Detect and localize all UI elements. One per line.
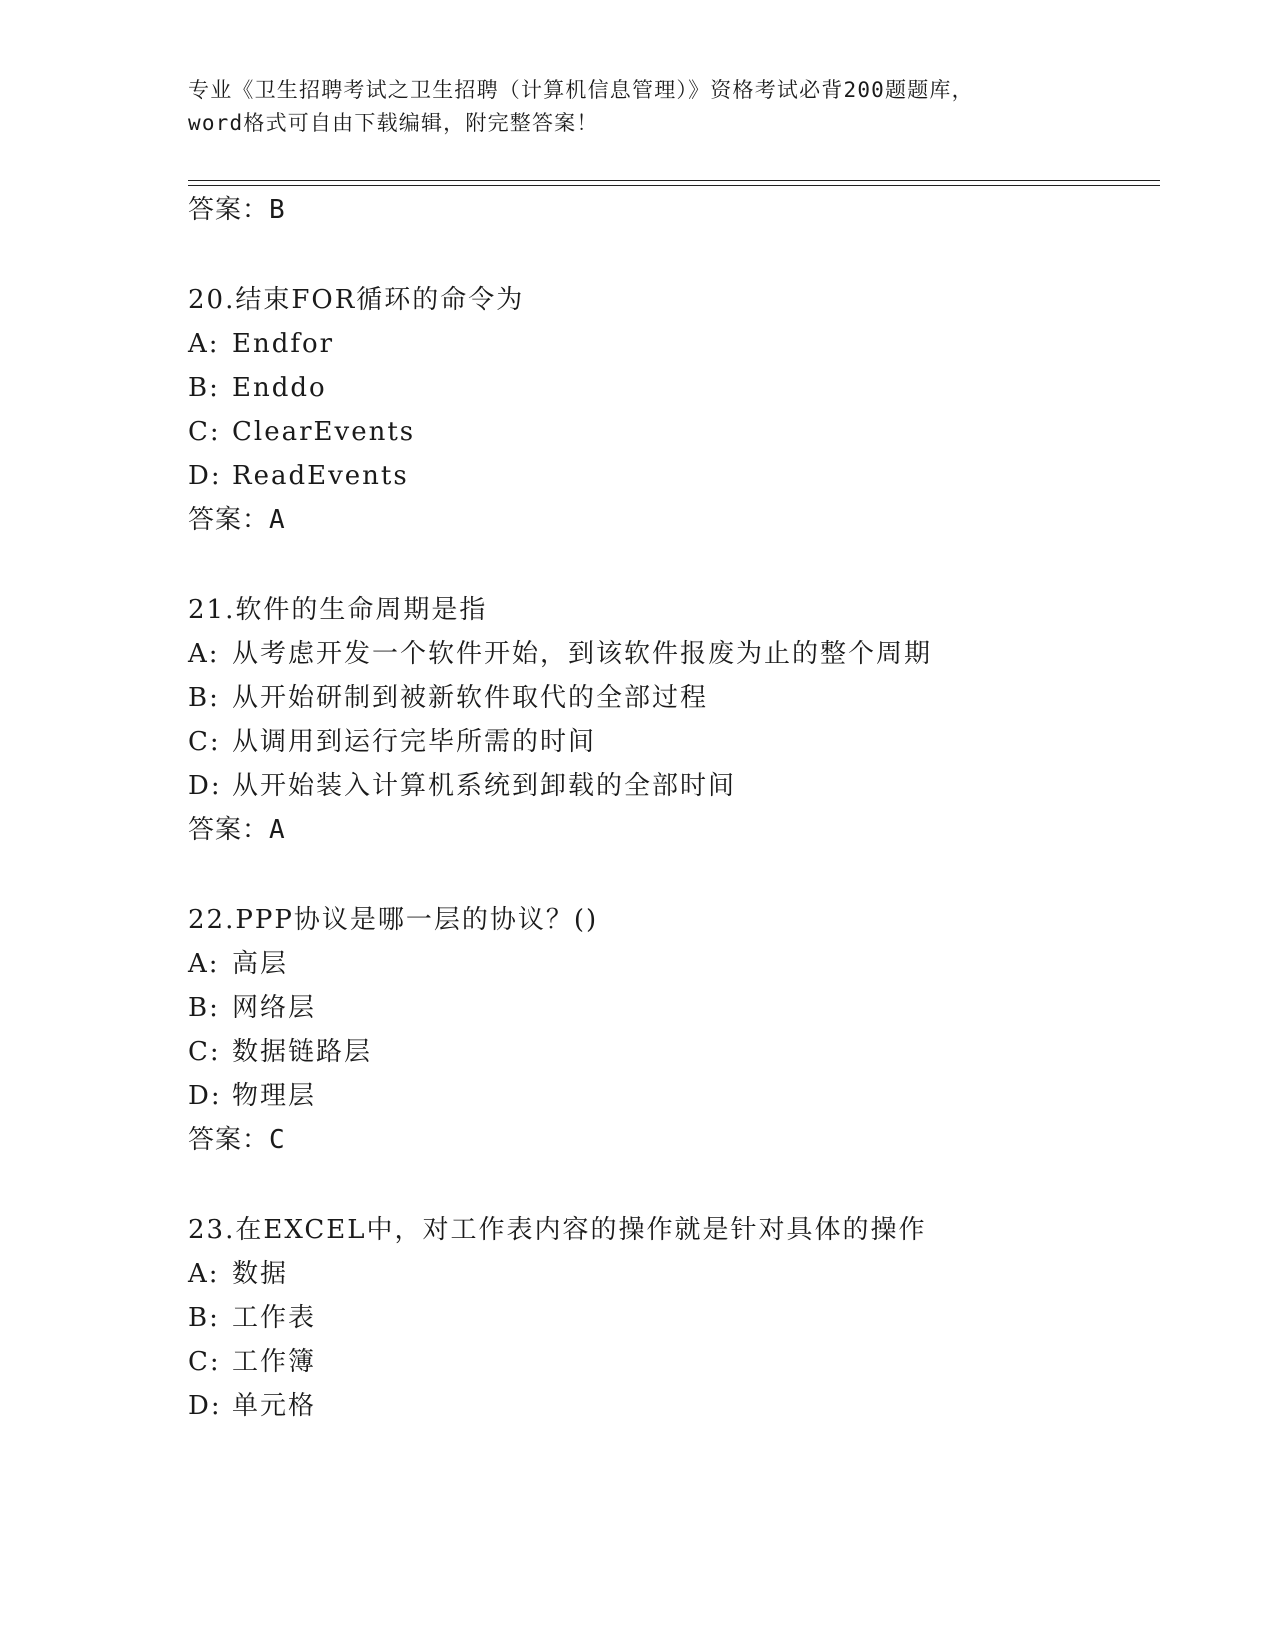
option-text: 物理层 xyxy=(232,1081,317,1111)
option-text: 从调用到运行完毕所需的时间 xyxy=(232,727,597,757)
document-header xyxy=(188,74,1088,140)
header-rule-bottom xyxy=(188,185,1160,186)
option-text: 高层 xyxy=(232,949,289,979)
question-title: 20.结束FOR循环的命令为 xyxy=(188,285,525,315)
header-line-1: 专业《卫生招聘考试之卫生招聘（计算机信息管理）》资格考试必背200题题库， xyxy=(188,78,974,102)
option-text: 从开始装入计算机系统到卸载的全部时间 xyxy=(232,771,737,801)
option-b xyxy=(188,1302,316,1334)
option-key: A: xyxy=(188,329,220,359)
option-text: 网络层 xyxy=(232,993,317,1023)
answer-line: 答案：A xyxy=(188,505,286,535)
option-text: ClearEvents xyxy=(232,417,416,447)
previous-answer: 答案：B xyxy=(188,195,286,225)
option-text: 工作表 xyxy=(232,1303,317,1333)
option-a xyxy=(188,638,932,670)
option-text: 单元格 xyxy=(232,1391,317,1421)
option-d xyxy=(188,770,736,802)
answer-line: 答案：C xyxy=(188,1125,286,1155)
option-key: A: xyxy=(188,949,220,979)
option-text: ReadEvents xyxy=(232,461,409,491)
option-text: 从开始研制到被新软件取代的全部过程 xyxy=(232,683,709,713)
option-text: Enddo xyxy=(232,373,327,403)
option-c xyxy=(188,416,415,448)
option-d xyxy=(188,1390,316,1422)
option-key: D: xyxy=(188,1391,222,1421)
question-title: 21.软件的生命周期是指 xyxy=(188,595,488,625)
option-a xyxy=(188,948,288,980)
option-key: B: xyxy=(188,373,220,403)
option-a xyxy=(188,1258,288,1290)
option-key: C: xyxy=(188,1037,221,1067)
option-key: B: xyxy=(188,1303,220,1333)
option-key: B: xyxy=(188,993,220,1023)
option-text: 数据链路层 xyxy=(232,1037,373,1067)
option-key: A: xyxy=(188,639,220,669)
option-key: D: xyxy=(188,461,222,491)
answer-line: 答案：A xyxy=(188,815,286,845)
option-key: D: xyxy=(188,771,222,801)
option-key: B: xyxy=(188,683,220,713)
option-key: C: xyxy=(188,1347,221,1377)
option-c xyxy=(188,1346,316,1378)
header-rule-top xyxy=(188,180,1160,181)
option-text: 数据 xyxy=(232,1259,289,1289)
header-line-2: word格式可自由下载编辑，附完整答案！ xyxy=(188,111,599,135)
option-c xyxy=(188,726,596,758)
option-key: C: xyxy=(188,417,221,447)
option-a xyxy=(188,328,334,360)
option-key: C: xyxy=(188,727,221,757)
option-b xyxy=(188,372,327,404)
option-key: A: xyxy=(188,1259,220,1289)
question-title: 23.在EXCEL中，对工作表内容的操作就是针对具体的操作 xyxy=(188,1215,927,1245)
option-c xyxy=(188,1036,372,1068)
option-d xyxy=(188,1080,316,1112)
option-b xyxy=(188,682,708,714)
option-key: D: xyxy=(188,1081,222,1111)
option-b xyxy=(188,992,316,1024)
option-text: 工作簿 xyxy=(232,1347,317,1377)
option-d xyxy=(188,460,409,492)
option-text: 从考虑开发一个软件开始，到该软件报废为止的整个周期 xyxy=(232,639,933,669)
option-text: Endfor xyxy=(232,329,335,359)
question-title: 22.PPP协议是哪一层的协议？() xyxy=(188,905,599,935)
